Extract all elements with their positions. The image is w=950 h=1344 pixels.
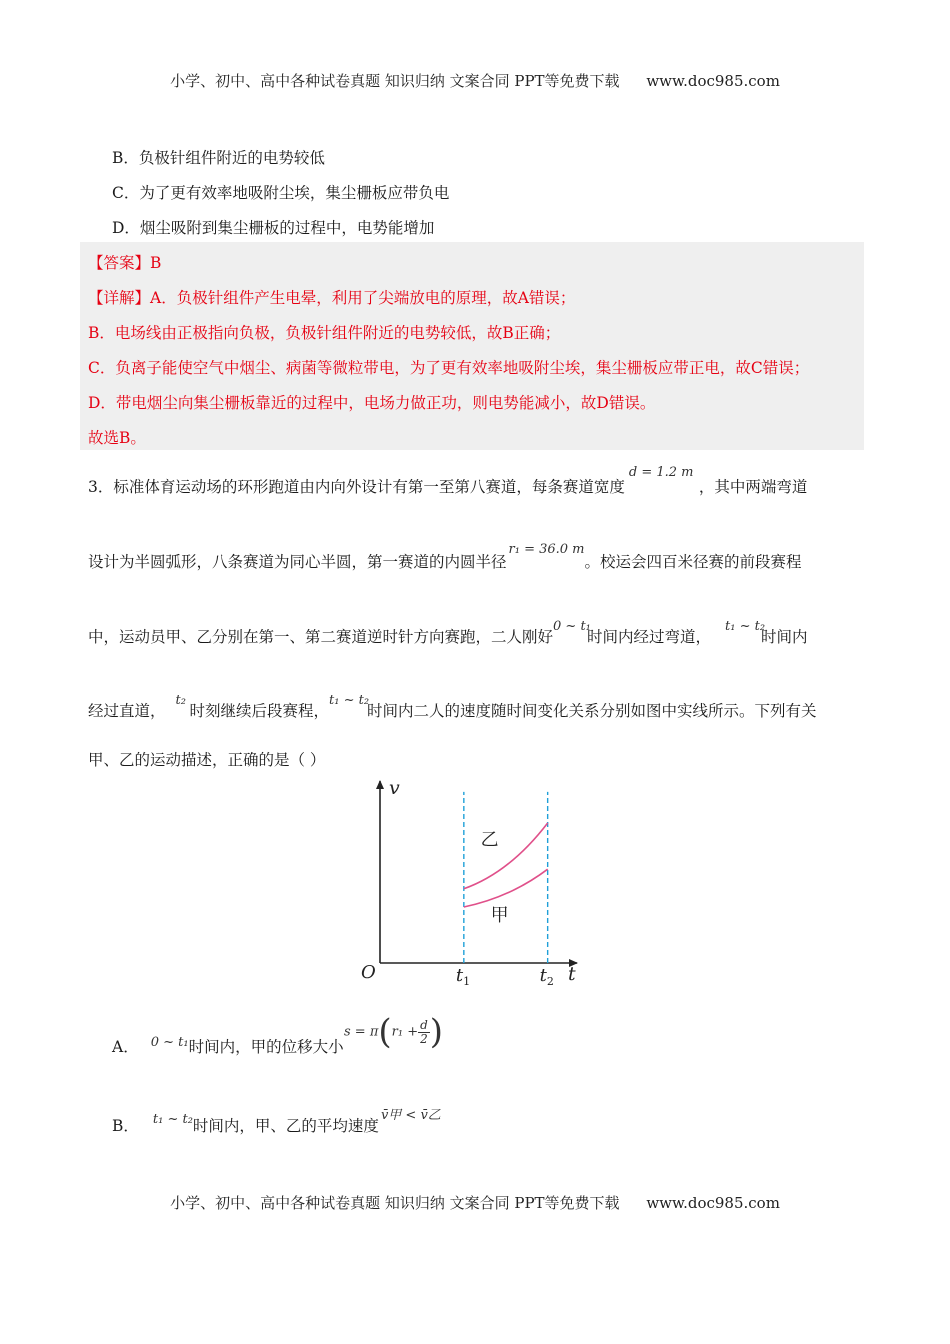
answer-detail-line-b: B．电场线由正极指向负极，负极针组件附近的电势较低，故B正确；: [88, 324, 561, 342]
option-a-formula: [344, 1012, 443, 1052]
answer-box: [80, 242, 864, 450]
option-a-text: 时间内，甲的位移大小: [188, 1038, 344, 1056]
q3-text-2a: 设计为半圆弧形，八条赛道为同心半圆，第一赛道的内圆半径: [88, 553, 507, 571]
eq-d: d = 1.2 m: [628, 465, 694, 480]
eq-t1-t2-b: t₁ ~ t₂: [329, 693, 370, 708]
left-paren-glyph: (: [378, 1012, 392, 1052]
page-header: [0, 70, 950, 91]
q3-para-3: [88, 619, 808, 647]
curve-yi: [464, 823, 548, 889]
option-b: [112, 1108, 441, 1136]
header-title: 小学、初中、高中各种试卷真题 知识归纳 文案合同 PPT等免费下载: [170, 72, 620, 90]
q3-text-3c: 时间内: [761, 628, 808, 646]
velocity-time-chart: [355, 775, 595, 990]
answer-detail-line-a: [88, 286, 575, 308]
option-b-text: 时间内，甲、乙的平均速度: [192, 1117, 379, 1135]
q3-text-1b: ，其中两端弯道: [698, 478, 808, 496]
series-labels: [481, 829, 509, 926]
q3-text-1a: 3．标准体育运动场的环形跑道由内向外设计有第一至第八赛道，每条赛道宽度: [88, 478, 625, 496]
option-a-range: 0 ~ t₁: [150, 1035, 189, 1050]
answer-detail-line-d: D．带电烟尘向集尘栅板靠近的过程中，电场力做正功，则电势能减小，故D错误。: [88, 394, 656, 412]
fraction-denominator: 2: [420, 1031, 428, 1046]
header-site: www.doc985.com: [646, 72, 780, 90]
eq-t2: t₂: [175, 693, 186, 708]
curve-jia: [464, 869, 548, 907]
series-label-yi: 乙: [480, 829, 499, 851]
answer-detail-line-c: C．负离子能使空气中烟尘、病菌等微粒带电，为了更有效率地吸附尘埃，集尘栅板应带正电，故C错误；: [88, 359, 810, 377]
tick-labels: [456, 965, 554, 988]
formula-s-pi: s = π: [344, 1024, 379, 1040]
q3-text-4b: 时刻继续后段赛程，: [189, 702, 330, 720]
option-c-prev: C．为了更有效率地吸附尘埃，集尘栅板应带负电: [112, 184, 450, 202]
q3-text-3b: 时间内经过弯道，: [587, 628, 712, 646]
x-axis-label: t: [568, 963, 576, 985]
eq-t0-t1: 0 ~ t₁: [553, 619, 591, 634]
formula-r1: r₁ +: [391, 1024, 419, 1040]
series-label-jia: 甲: [490, 905, 509, 926]
option-d-prev: D．烟尘吸附到集尘栅板的过程中，电势能增加: [112, 219, 435, 237]
detail-label: 【详解】: [88, 289, 151, 307]
option-a: [112, 1035, 344, 1057]
q3-text-2b: 。校运会四百米径赛的前段赛程: [584, 553, 802, 571]
eq-t1-t2: t₁ ~ t₂: [725, 619, 766, 634]
q3-para-4: [88, 693, 817, 721]
eq-r1: r₁ = 36.0 m: [508, 542, 585, 557]
tick-label-t2: $t_2$: [539, 965, 554, 988]
footer-site: www.doc985.com: [646, 1194, 780, 1212]
q3-para-2: [88, 542, 802, 572]
q3-text-4a: 经过直道，: [88, 702, 166, 720]
page-footer: [0, 1192, 950, 1213]
velocity-curves: [464, 823, 548, 907]
option-b-range: t₁ ~ t₂: [152, 1112, 193, 1127]
q3-text-3a: 中，运动员甲、乙分别在第一、第二赛道逆时针方向赛跑，二人刚好: [88, 628, 554, 646]
formula-fraction: [418, 1019, 430, 1046]
right-paren-glyph: ): [429, 1012, 444, 1052]
answer-label: 【答案】B: [88, 254, 162, 272]
origin-label: O: [361, 962, 376, 983]
answer-conclusion: 故选B。: [88, 429, 146, 447]
footer-title: 小学、初中、高中各种试卷真题 知识归纳 文案合同 PPT等免费下载: [170, 1194, 620, 1212]
fraction-numerator: d: [420, 1017, 428, 1032]
tick-label-t1: $t_1$: [455, 965, 471, 988]
detail-first: A．负极针组件产生电晕，利用了尖端放电的原理，故A错误；: [150, 289, 576, 307]
y-axis-label: v: [389, 777, 400, 799]
q3-para-1: [88, 465, 808, 497]
q3-para-5: 甲、乙的运动描述，正确的是（ ）: [88, 751, 326, 769]
option-b-prefix: B．: [112, 1117, 139, 1135]
q3-text-4c: 时间内二人的速度随时间变化关系分别如图中实线所示。下列有关: [367, 702, 817, 720]
option-a-prefix: A．: [112, 1038, 139, 1056]
option-b-formula: v̄甲 < v̄乙: [380, 1108, 441, 1123]
option-b-prev: B．负极针组件附近的电势较低: [112, 149, 325, 167]
